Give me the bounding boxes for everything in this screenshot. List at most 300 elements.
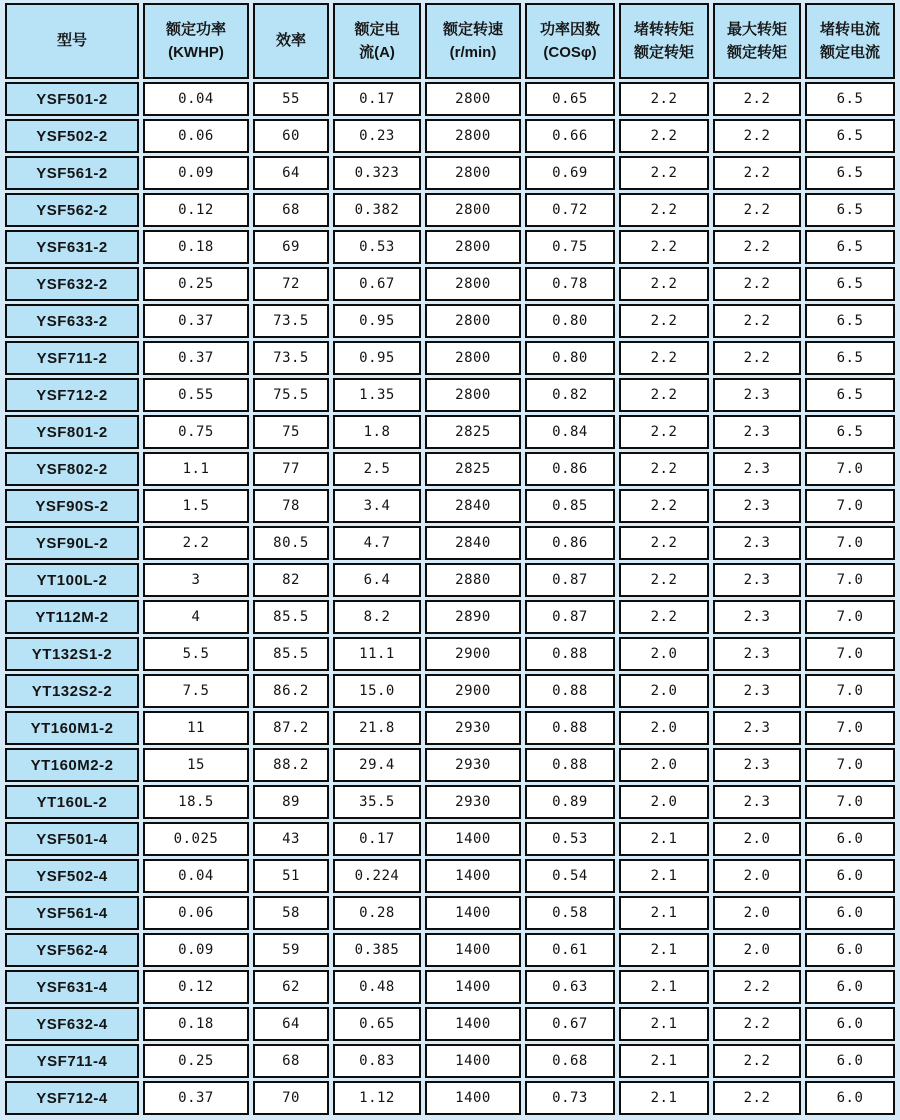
- value-cell: 2.0: [619, 674, 709, 708]
- table-row: [5, 822, 895, 856]
- value-cell: 0.73: [525, 1081, 615, 1115]
- value-cell: 2.1: [619, 822, 709, 856]
- value-cell: 11.1: [333, 637, 421, 671]
- value-cell: 2.2: [619, 119, 709, 153]
- table-row: [5, 82, 895, 116]
- value-cell: 0.12: [143, 970, 249, 1004]
- header-label: 额定功率: [165, 20, 226, 38]
- value-cell: 0.89: [525, 785, 615, 819]
- value-cell: 0.25: [143, 1044, 249, 1078]
- value-cell: 2.0: [713, 822, 801, 856]
- value-cell: 0.61: [525, 933, 615, 967]
- value-cell: 2.3: [713, 748, 801, 782]
- value-cell: 1.1: [143, 452, 249, 486]
- value-cell: 2.1: [619, 859, 709, 893]
- value-cell: 1.35: [333, 378, 421, 412]
- value-cell: 2.3: [713, 563, 801, 597]
- value-cell: 8.2: [333, 600, 421, 634]
- value-cell: 0.88: [525, 674, 615, 708]
- value-cell: 2.1: [619, 1081, 709, 1115]
- value-cell: 1400: [425, 1081, 521, 1115]
- table-row: [5, 526, 895, 560]
- value-cell: 0.53: [525, 822, 615, 856]
- value-cell: 2.0: [619, 637, 709, 671]
- model-cell: YSF712-4: [5, 1081, 139, 1115]
- value-cell: 2.3: [713, 526, 801, 560]
- value-cell: 6.0: [805, 970, 895, 1004]
- value-cell: 2.2: [143, 526, 249, 560]
- value-cell: 2.2: [713, 970, 801, 1004]
- value-cell: 2.2: [619, 600, 709, 634]
- value-cell: 0.86: [525, 452, 615, 486]
- value-cell: 4.7: [333, 526, 421, 560]
- value-cell: 2.2: [713, 1007, 801, 1041]
- value-cell: 0.87: [525, 600, 615, 634]
- value-cell: 2.2: [619, 341, 709, 375]
- value-cell: 6.0: [805, 1044, 895, 1078]
- value-cell: 1400: [425, 970, 521, 1004]
- value-cell: 6.5: [805, 230, 895, 264]
- value-cell: 85.5: [253, 600, 329, 634]
- value-cell: 2.0: [713, 933, 801, 967]
- table-row: [5, 119, 895, 153]
- value-cell: 0.69: [525, 156, 615, 190]
- value-cell: 0.385: [333, 933, 421, 967]
- value-cell: 2.0: [713, 859, 801, 893]
- value-cell: 0.78: [525, 267, 615, 301]
- table-row: [5, 711, 895, 745]
- value-cell: 0.63: [525, 970, 615, 1004]
- value-cell: 6.5: [805, 193, 895, 227]
- value-cell: 2.2: [713, 1044, 801, 1078]
- value-cell: 0.80: [525, 341, 615, 375]
- value-cell: 6.5: [805, 119, 895, 153]
- model-cell: YSF502-2: [5, 119, 139, 153]
- value-cell: 2.2: [619, 267, 709, 301]
- value-cell: 43: [253, 822, 329, 856]
- value-cell: 0.06: [143, 896, 249, 930]
- value-cell: 15: [143, 748, 249, 782]
- value-cell: 7.0: [805, 452, 895, 486]
- header-label: (KWHP): [168, 44, 224, 61]
- header-max-torque-ratio: [713, 3, 801, 79]
- value-cell: 6.5: [805, 267, 895, 301]
- value-cell: 87.2: [253, 711, 329, 745]
- model-cell: YSF711-4: [5, 1044, 139, 1078]
- value-cell: 15.0: [333, 674, 421, 708]
- value-cell: 2.3: [713, 785, 801, 819]
- table-row: [5, 489, 895, 523]
- model-cell: YSF502-4: [5, 859, 139, 893]
- value-cell: 0.28: [333, 896, 421, 930]
- value-cell: 2.2: [619, 452, 709, 486]
- value-cell: 2.2: [619, 489, 709, 523]
- value-cell: 0.025: [143, 822, 249, 856]
- header-label: (COSφ): [543, 44, 597, 61]
- table-row: [5, 600, 895, 634]
- header-label: 流(A): [359, 44, 395, 61]
- value-cell: 6.5: [805, 415, 895, 449]
- value-cell: 68: [253, 1044, 329, 1078]
- model-cell: YSF501-4: [5, 822, 139, 856]
- header-rated-speed: [425, 3, 521, 79]
- value-cell: 0.17: [333, 822, 421, 856]
- value-cell: 6.5: [805, 304, 895, 338]
- value-cell: 0.72: [525, 193, 615, 227]
- model-cell: YSF802-2: [5, 452, 139, 486]
- value-cell: 2.0: [619, 711, 709, 745]
- value-cell: 2.2: [619, 193, 709, 227]
- value-cell: 75: [253, 415, 329, 449]
- header-efficiency: [253, 3, 329, 79]
- model-cell: YSF631-2: [5, 230, 139, 264]
- value-cell: 6.0: [805, 896, 895, 930]
- model-cell: YT112M-2: [5, 600, 139, 634]
- value-cell: 60: [253, 119, 329, 153]
- header-label: 型号: [56, 32, 87, 50]
- model-cell: YSF561-4: [5, 896, 139, 930]
- value-cell: 7.5: [143, 674, 249, 708]
- value-cell: 0.09: [143, 156, 249, 190]
- value-cell: 73.5: [253, 304, 329, 338]
- value-cell: 0.224: [333, 859, 421, 893]
- value-cell: 85.5: [253, 637, 329, 671]
- value-cell: 2930: [425, 785, 521, 819]
- value-cell: 0.82: [525, 378, 615, 412]
- value-cell: 2.1: [619, 933, 709, 967]
- value-cell: 7.0: [805, 600, 895, 634]
- value-cell: 7.0: [805, 526, 895, 560]
- table-row: [5, 1081, 895, 1115]
- value-cell: 3: [143, 563, 249, 597]
- value-cell: 6.5: [805, 341, 895, 375]
- value-cell: 64: [253, 1007, 329, 1041]
- value-cell: 0.37: [143, 341, 249, 375]
- value-cell: 2800: [425, 119, 521, 153]
- value-cell: 2.2: [619, 526, 709, 560]
- value-cell: 2800: [425, 193, 521, 227]
- value-cell: 2.0: [619, 785, 709, 819]
- value-cell: 2.2: [713, 304, 801, 338]
- table-row: [5, 1007, 895, 1041]
- table-row: [5, 341, 895, 375]
- value-cell: 2800: [425, 304, 521, 338]
- model-cell: YSF501-2: [5, 82, 139, 116]
- model-cell: YSF633-2: [5, 304, 139, 338]
- value-cell: 0.88: [525, 637, 615, 671]
- value-cell: 2930: [425, 711, 521, 745]
- value-cell: 3.4: [333, 489, 421, 523]
- value-cell: 0.17: [333, 82, 421, 116]
- value-cell: 21.8: [333, 711, 421, 745]
- header-locked-rotor-torque-ratio: [619, 3, 709, 79]
- value-cell: 2.3: [713, 600, 801, 634]
- value-cell: 80.5: [253, 526, 329, 560]
- value-cell: 2825: [425, 415, 521, 449]
- header-label: 额定电流: [819, 44, 880, 61]
- value-cell: 7.0: [805, 489, 895, 523]
- value-cell: 6.0: [805, 822, 895, 856]
- value-cell: 0.53: [333, 230, 421, 264]
- header-label: 额定转矩: [726, 44, 787, 61]
- header-label: 额定转速: [442, 20, 503, 38]
- value-cell: 70: [253, 1081, 329, 1115]
- value-cell: 2.2: [713, 1081, 801, 1115]
- header-label: 额定电: [354, 20, 400, 38]
- value-cell: 2.1: [619, 970, 709, 1004]
- header-power-factor: [525, 3, 615, 79]
- model-cell: YSF631-4: [5, 970, 139, 1004]
- value-cell: 2800: [425, 230, 521, 264]
- value-cell: 2.2: [713, 156, 801, 190]
- model-cell: YSF712-2: [5, 378, 139, 412]
- table-row: [5, 452, 895, 486]
- value-cell: 2.2: [713, 119, 801, 153]
- value-cell: 2800: [425, 267, 521, 301]
- value-cell: 2890: [425, 600, 521, 634]
- value-cell: 0.55: [143, 378, 249, 412]
- value-cell: 6.0: [805, 1081, 895, 1115]
- header-label: 堵转转矩: [633, 20, 694, 38]
- table-row: [5, 859, 895, 893]
- value-cell: 2.2: [619, 563, 709, 597]
- header-label: 功率因数: [539, 20, 600, 38]
- value-cell: 2.0: [713, 896, 801, 930]
- model-cell: YSF561-2: [5, 156, 139, 190]
- value-cell: 0.80: [525, 304, 615, 338]
- model-cell: YT160M1-2: [5, 711, 139, 745]
- value-cell: 0.323: [333, 156, 421, 190]
- value-cell: 0.58: [525, 896, 615, 930]
- value-cell: 0.37: [143, 304, 249, 338]
- value-cell: 7.0: [805, 563, 895, 597]
- value-cell: 6.0: [805, 1007, 895, 1041]
- header-rated-current: [333, 3, 421, 79]
- value-cell: 7.0: [805, 637, 895, 671]
- value-cell: 2880: [425, 563, 521, 597]
- value-cell: 1.12: [333, 1081, 421, 1115]
- value-cell: 2.5: [333, 452, 421, 486]
- value-cell: 2800: [425, 341, 521, 375]
- value-cell: 73.5: [253, 341, 329, 375]
- value-cell: 0.88: [525, 711, 615, 745]
- model-cell: YSF801-2: [5, 415, 139, 449]
- value-cell: 0.84: [525, 415, 615, 449]
- value-cell: 2840: [425, 489, 521, 523]
- value-cell: 18.5: [143, 785, 249, 819]
- table-row: [5, 637, 895, 671]
- value-cell: 0.85: [525, 489, 615, 523]
- table-header: [5, 3, 895, 79]
- model-cell: YSF562-2: [5, 193, 139, 227]
- table-row: [5, 230, 895, 264]
- header-label: 效率: [275, 32, 306, 50]
- model-cell: YT100L-2: [5, 563, 139, 597]
- value-cell: 6.5: [805, 378, 895, 412]
- value-cell: 2.3: [713, 378, 801, 412]
- value-cell: 0.54: [525, 859, 615, 893]
- value-cell: 75.5: [253, 378, 329, 412]
- value-cell: 2.0: [619, 748, 709, 782]
- value-cell: 0.04: [143, 82, 249, 116]
- value-cell: 86.2: [253, 674, 329, 708]
- table-row: [5, 970, 895, 1004]
- value-cell: 88.2: [253, 748, 329, 782]
- value-cell: 0.09: [143, 933, 249, 967]
- value-cell: 0.18: [143, 230, 249, 264]
- header-rated-power: [143, 3, 249, 79]
- value-cell: 1400: [425, 859, 521, 893]
- value-cell: 2825: [425, 452, 521, 486]
- value-cell: 0.88: [525, 748, 615, 782]
- value-cell: 11: [143, 711, 249, 745]
- table-row: [5, 156, 895, 190]
- value-cell: 2.2: [713, 230, 801, 264]
- value-cell: 59: [253, 933, 329, 967]
- value-cell: 2.2: [713, 193, 801, 227]
- value-cell: 2800: [425, 82, 521, 116]
- table-row: [5, 378, 895, 412]
- value-cell: 2900: [425, 637, 521, 671]
- value-cell: 77: [253, 452, 329, 486]
- model-cell: YSF90L-2: [5, 526, 139, 560]
- table-row: [5, 748, 895, 782]
- value-cell: 2.3: [713, 711, 801, 745]
- value-cell: 0.95: [333, 304, 421, 338]
- spec-table-body: [5, 82, 895, 1115]
- value-cell: 0.06: [143, 119, 249, 153]
- table-row: [5, 193, 895, 227]
- value-cell: 0.18: [143, 1007, 249, 1041]
- header-row: [5, 3, 895, 79]
- model-cell: YT160L-2: [5, 785, 139, 819]
- value-cell: 29.4: [333, 748, 421, 782]
- header-model: [5, 3, 139, 79]
- value-cell: 78: [253, 489, 329, 523]
- value-cell: 72: [253, 267, 329, 301]
- model-cell: YT132S2-2: [5, 674, 139, 708]
- value-cell: 2.3: [713, 637, 801, 671]
- value-cell: 0.95: [333, 341, 421, 375]
- value-cell: 2.2: [619, 156, 709, 190]
- value-cell: 2.2: [619, 415, 709, 449]
- model-cell: YSF90S-2: [5, 489, 139, 523]
- value-cell: 0.48: [333, 970, 421, 1004]
- value-cell: 7.0: [805, 748, 895, 782]
- value-cell: 6.5: [805, 82, 895, 116]
- value-cell: 2.2: [713, 267, 801, 301]
- value-cell: 1400: [425, 933, 521, 967]
- value-cell: 0.68: [525, 1044, 615, 1078]
- model-cell: YSF632-4: [5, 1007, 139, 1041]
- value-cell: 1.8: [333, 415, 421, 449]
- value-cell: 2.2: [619, 82, 709, 116]
- value-cell: 6.5: [805, 156, 895, 190]
- value-cell: 6.0: [805, 859, 895, 893]
- motor-spec-table: [1, 0, 899, 1118]
- value-cell: 0.83: [333, 1044, 421, 1078]
- value-cell: 0.75: [143, 415, 249, 449]
- value-cell: 2800: [425, 156, 521, 190]
- value-cell: 2.2: [713, 82, 801, 116]
- value-cell: 0.86: [525, 526, 615, 560]
- value-cell: 2.2: [619, 230, 709, 264]
- header-label: (r/min): [449, 44, 497, 61]
- header-label: 额定转矩: [633, 44, 694, 61]
- value-cell: 35.5: [333, 785, 421, 819]
- value-cell: 0.65: [525, 82, 615, 116]
- value-cell: 0.75: [525, 230, 615, 264]
- value-cell: 89: [253, 785, 329, 819]
- value-cell: 58: [253, 896, 329, 930]
- value-cell: 0.12: [143, 193, 249, 227]
- value-cell: 7.0: [805, 785, 895, 819]
- value-cell: 0.66: [525, 119, 615, 153]
- value-cell: 7.0: [805, 711, 895, 745]
- value-cell: 2800: [425, 378, 521, 412]
- value-cell: 62: [253, 970, 329, 1004]
- value-cell: 7.0: [805, 674, 895, 708]
- value-cell: 82: [253, 563, 329, 597]
- value-cell: 2.3: [713, 415, 801, 449]
- value-cell: 2.3: [713, 452, 801, 486]
- value-cell: 2.1: [619, 896, 709, 930]
- value-cell: 0.67: [333, 267, 421, 301]
- value-cell: 2.2: [713, 341, 801, 375]
- table-row: [5, 785, 895, 819]
- value-cell: 1.5: [143, 489, 249, 523]
- value-cell: 2.3: [713, 489, 801, 523]
- value-cell: 0.65: [333, 1007, 421, 1041]
- value-cell: 2.3: [713, 674, 801, 708]
- header-label: 最大转矩: [726, 20, 787, 38]
- value-cell: 0.04: [143, 859, 249, 893]
- value-cell: 0.87: [525, 563, 615, 597]
- table-row: [5, 1044, 895, 1078]
- value-cell: 0.67: [525, 1007, 615, 1041]
- value-cell: 2900: [425, 674, 521, 708]
- model-cell: YT160M2-2: [5, 748, 139, 782]
- table-row: [5, 415, 895, 449]
- value-cell: 4: [143, 600, 249, 634]
- table-row: [5, 674, 895, 708]
- model-cell: YT132S1-2: [5, 637, 139, 671]
- table-row: [5, 933, 895, 967]
- value-cell: 0.37: [143, 1081, 249, 1115]
- value-cell: 2840: [425, 526, 521, 560]
- model-cell: YSF632-2: [5, 267, 139, 301]
- value-cell: 6.0: [805, 933, 895, 967]
- value-cell: 2.1: [619, 1044, 709, 1078]
- value-cell: 2930: [425, 748, 521, 782]
- table-row: [5, 304, 895, 338]
- value-cell: 0.382: [333, 193, 421, 227]
- table-row: [5, 896, 895, 930]
- value-cell: 2.2: [619, 304, 709, 338]
- value-cell: 1400: [425, 1007, 521, 1041]
- value-cell: 2.1: [619, 1007, 709, 1041]
- table-row: [5, 267, 895, 301]
- header-locked-rotor-current-ratio: [805, 3, 895, 79]
- table-row: [5, 563, 895, 597]
- value-cell: 69: [253, 230, 329, 264]
- value-cell: 64: [253, 156, 329, 190]
- header-label: 堵转电流: [819, 20, 880, 38]
- value-cell: 68: [253, 193, 329, 227]
- value-cell: 1400: [425, 896, 521, 930]
- model-cell: YSF562-4: [5, 933, 139, 967]
- value-cell: 55: [253, 82, 329, 116]
